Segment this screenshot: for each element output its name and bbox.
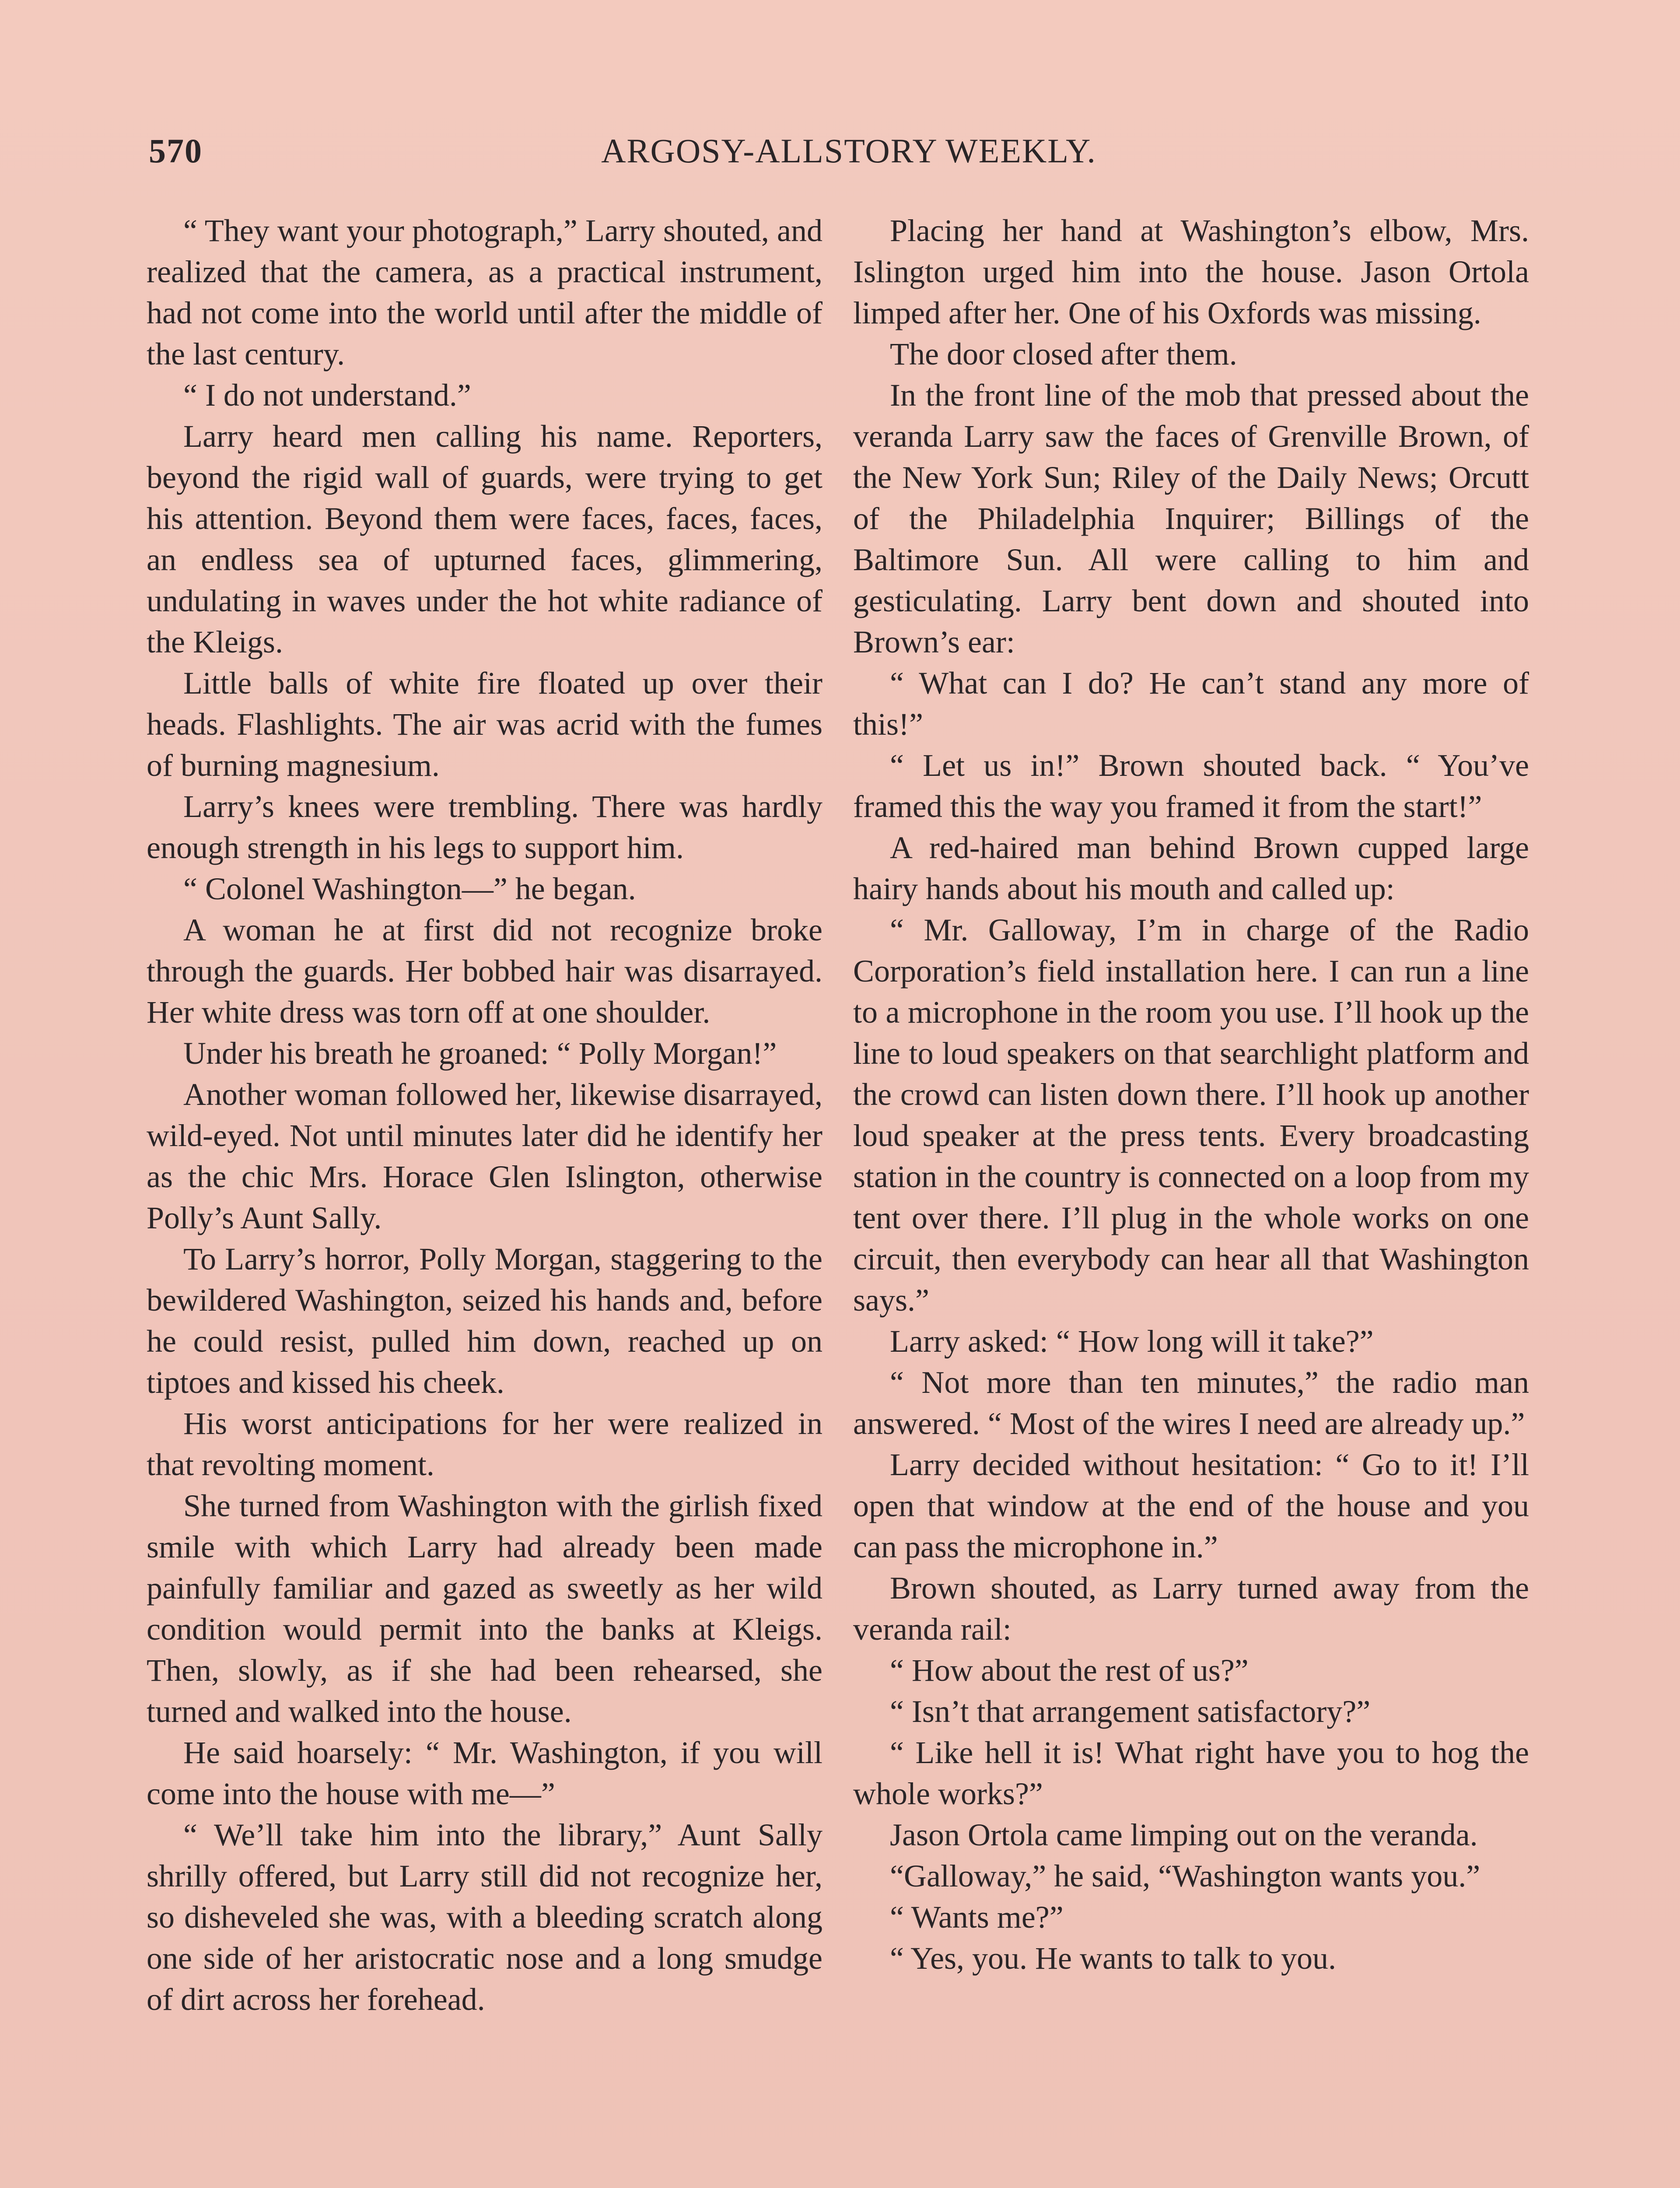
paragraph: “ Like hell it is! What right have you to hog the whole works?” [853, 1735, 1529, 1811]
paragraph: Brown shouted, as Larry turned away from the veranda rail: [853, 1571, 1529, 1647]
paragraph: To Larry’s horror, Polly Morgan, staggering to the bewildered Washington, seized his hands and, before he could resist, pulled him down, reached up on tiptoes and kissed his cheek. [147, 1241, 822, 1400]
paragraph: “ Yes, you. He wants to talk to you. [890, 1941, 1336, 1976]
paragraph: The door closed after them. [890, 337, 1237, 372]
paragraph: “ Colonel Washington—” he began. [183, 871, 636, 906]
page-number: 570 [149, 132, 203, 170]
paragraph: “ They want your photograph,” Larry shouted, and realized that the camera, as a practical instrument, had not come into the world until after the middle of the last century. [147, 213, 822, 372]
paragraph: A red-haired man behind Brown cupped large hairy hands about his mouth and called up: [853, 830, 1529, 906]
paragraph: Larry decided without hesitation: “ Go to it! I’ll open that window at the end of the house and you can pass the microphone in.” [853, 1447, 1529, 1564]
running-title: ARGOSY-ALLSTORY WEEKLY. [601, 132, 1096, 170]
paragraph: Larry asked: “ How long will it take?” [890, 1324, 1374, 1359]
paragraph: “ Isn’t that arrangement satisfactory?” [890, 1694, 1371, 1729]
paragraph: “Galloway,” he said, “Washington wants you.” [890, 1858, 1480, 1893]
paragraph: Another woman followed her, likewise disarrayed, wild-eyed. Not until minutes later did he identify her as the chic Mrs. Horace Glen Islington, otherwise Polly’s Aunt Sally. [147, 1077, 822, 1235]
paragraph: “ Not more than ten minutes,” the radio man answered. “ Most of the wires I need are already up.” [853, 1365, 1529, 1441]
page-header [149, 131, 1549, 179]
paragraph: In the front line of the mob that pressed about the veranda Larry saw the faces of Grenville Brown, of the New York Sun; Riley of the Daily News; Orcutt of the Philadelphia Inquirer; Billings of the Baltimore Sun. All were calling to him and gesticulating. Larry bent down and shouted into Brown’s ear: [853, 378, 1529, 659]
paragraph: “ Wants me?” [890, 1900, 1064, 1935]
paragraph: She turned from Washington with the girlish fixed smile with which Larry had already been made painfully familiar and gazed as sweetly as her wild condition would permit into the banks at Kleigs. Then, slowly, as if she had been rehearsed, she turned and walked into the house. [147, 1488, 822, 1729]
paragraph: A woman he at first did not recognize broke through the guards. Her bobbed hair was disarrayed. Her white dress was torn off at one shoulder. [147, 912, 822, 1030]
paragraph: “ We’ll take him into the library,” Aunt Sally shrilly offered, but Larry still did not recognize her, so disheveled she was, with a bleeding scratch along one side of her aristocratic nose and a long smudge of dirt across her forehead. [147, 1817, 822, 2017]
paragraph: Jason Ortola came limping out on the veranda. [890, 1817, 1478, 1852]
paragraph: “ Mr. Galloway, I’m in charge of the Radio Corporation’s field installation here. I can run a line to a microphone in the room you use. I’ll hook up the line to loud speakers on that searchlight platform and the crowd can listen down there. I’ll hook up another loud speaker at the press tents. Every broadcasting station in the country is connected on a loop from my tent over there. I’ll plug in the whole works on one circuit, then everybody can hear all that Washington says.” [853, 912, 1529, 1318]
paragraph: Under his breath he groaned: “ Polly Morgan!” [183, 1036, 777, 1071]
paragraph: “ What can I do? He can’t stand any more of this!” [853, 666, 1529, 742]
paragraph: Little balls of white fire floated up over their heads. Flashlights. The air was acrid with the fumes of burning magnesium. [147, 666, 822, 783]
paragraph: His worst anticipations for her were realized in that revolting moment. [147, 1406, 822, 1482]
paragraph: “ How about the rest of us?” [890, 1653, 1249, 1688]
left-column [147, 210, 822, 2020]
right-column [853, 210, 1529, 1979]
paragraph: “ Let us in!” Brown shouted back. “ You’ve framed this the way you framed it from the start!” [853, 748, 1529, 824]
paragraph: Larry heard men calling his name. Reporters, beyond the rigid wall of guards, were trying to get his attention. Beyond them were faces, faces, faces, an endless sea of upturned faces, glimmering, undulating in waves under the hot white radiance of the Kleigs. [147, 419, 822, 659]
paragraph: Placing her hand at Washington’s elbow, Mrs. Islington urged him into the house. Jason Ortola limped after her. One of his Oxfords was missing. [853, 213, 1529, 330]
paragraph: “ I do not understand.” [183, 378, 471, 413]
paragraph: Larry’s knees were trembling. There was hardly enough strength in his legs to support him. [147, 789, 822, 865]
paragraph: He said hoarsely: “ Mr. Washington, if you will come into the house with me—” [147, 1735, 822, 1811]
